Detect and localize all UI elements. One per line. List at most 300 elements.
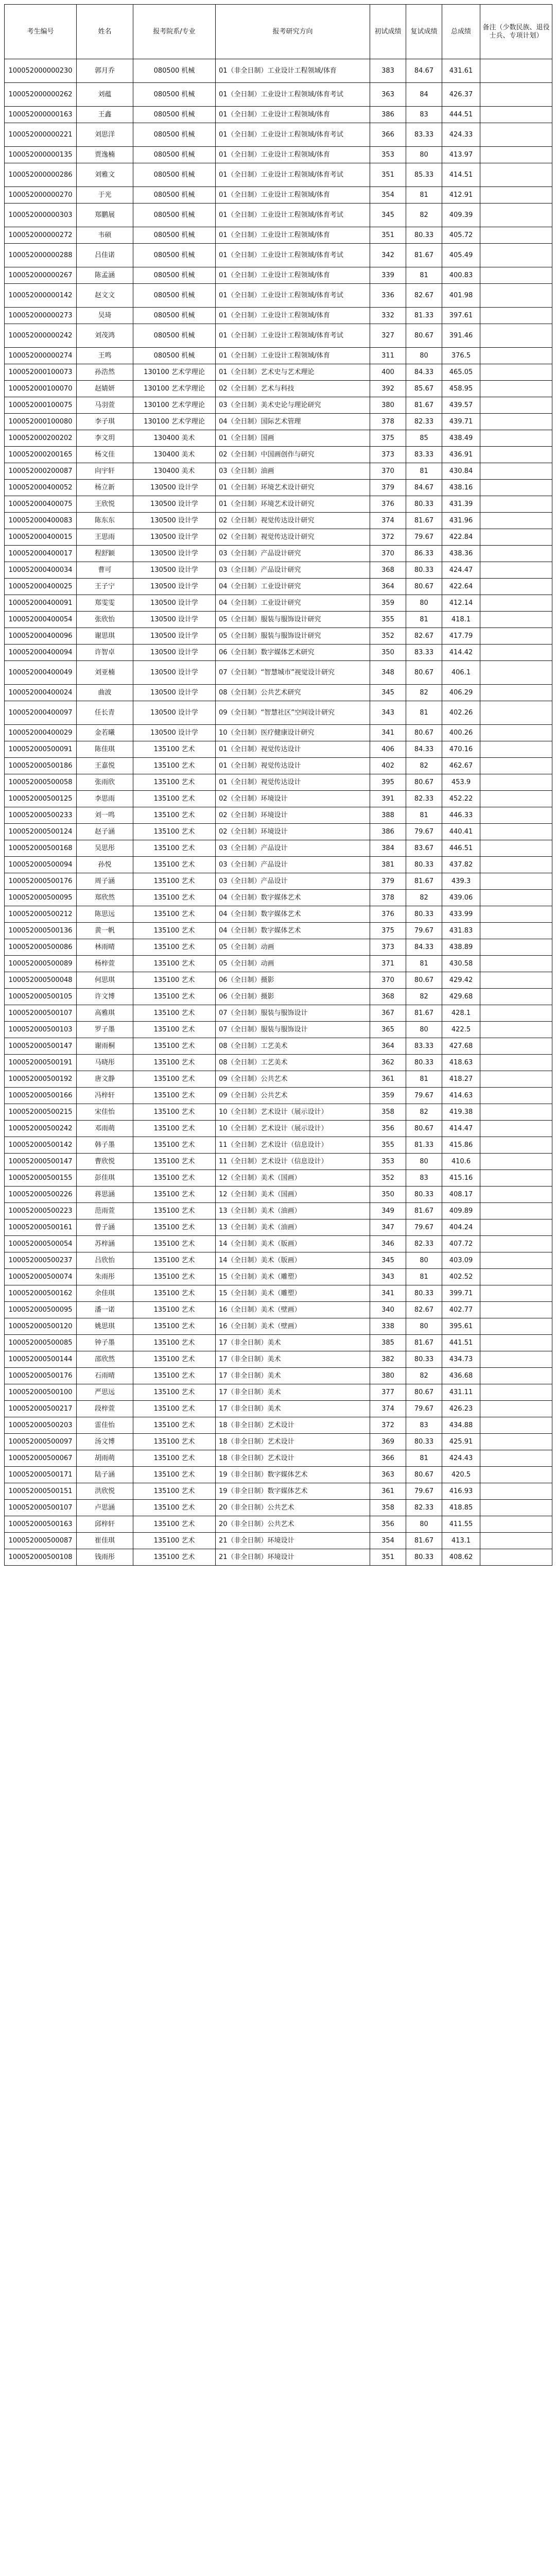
cell-remarks <box>480 480 552 496</box>
cell-retest-score: 83 <box>406 1170 442 1187</box>
cell-major: 135100 艺术 <box>133 1285 216 1302</box>
cell-remarks <box>480 824 552 840</box>
table-row <box>5 1549 552 1566</box>
cell-name: 吕佳诺 <box>77 244 133 267</box>
cell-direction: 01（非全日制）工业设计工程领域/体育 <box>216 59 370 83</box>
cell-direction: 01（全日制）环境艺术设计研究 <box>216 496 370 513</box>
cell-total-score: 434.73 <box>442 1351 480 1368</box>
cell-prelim-score: 369 <box>370 1434 406 1450</box>
cell-name: 吕欣怡 <box>77 1252 133 1269</box>
cell-retest-score: 81.67 <box>406 397 442 414</box>
cell-name: 郑欣然 <box>77 890 133 906</box>
cell-major: 130500 设计学 <box>133 513 216 529</box>
cell-prelim-score: 355 <box>370 1137 406 1154</box>
cell-major: 135100 艺术 <box>133 1351 216 1368</box>
cell-name: 何思琪 <box>77 972 133 989</box>
cell-retest-score: 80.67 <box>406 1467 442 1483</box>
cell-name: 石雨晴 <box>77 1368 133 1384</box>
cell-exam-id: 100052000500100 <box>5 1384 77 1401</box>
cell-exam-id: 100052000400025 <box>5 579 77 595</box>
cell-prelim-score: 361 <box>370 1071 406 1088</box>
cell-total-score: 410.6 <box>442 1154 480 1170</box>
cell-total-score: 405.49 <box>442 244 480 267</box>
cell-total-score: 439.06 <box>442 890 480 906</box>
cell-prelim-score: 372 <box>370 1417 406 1434</box>
table-row <box>5 513 552 529</box>
cell-retest-score: 81.67 <box>406 1203 442 1219</box>
cell-remarks <box>480 381 552 397</box>
cell-remarks <box>480 661 552 685</box>
table-row <box>5 685 552 701</box>
cell-direction: 11（全日制）艺术设计（信息设计） <box>216 1154 370 1170</box>
cell-remarks <box>480 1252 552 1269</box>
cell-direction: 17（非全日制）美术 <box>216 1368 370 1384</box>
cell-major: 080500 机械 <box>133 308 216 324</box>
cell-exam-id: 100052000400049 <box>5 661 77 685</box>
cell-total-score: 428.1 <box>442 1005 480 1022</box>
cell-direction: 18（非全日制）艺术设计 <box>216 1450 370 1467</box>
table-row <box>5 1384 552 1401</box>
cell-remarks <box>480 1467 552 1483</box>
cell-retest-score: 83.33 <box>406 1038 442 1055</box>
cell-direction: 18（非全日制）艺术设计 <box>216 1417 370 1434</box>
cell-remarks <box>480 989 552 1005</box>
cell-name: 张雨欣 <box>77 774 133 791</box>
cell-direction: 01（全日制）国画 <box>216 430 370 447</box>
cell-direction: 14（全日制）美术（版画） <box>216 1236 370 1252</box>
cell-remarks <box>480 1071 552 1088</box>
cell-total-score: 412.91 <box>442 187 480 204</box>
cell-name: 李思雨 <box>77 791 133 807</box>
cell-direction: 01（全日制）工业设计工程领域/体育 <box>216 267 370 284</box>
cell-remarks <box>480 284 552 308</box>
cell-exam-id: 100052000500089 <box>5 956 77 972</box>
cell-name: 王鸣 <box>77 348 133 364</box>
cell-prelim-score: 332 <box>370 308 406 324</box>
table-row <box>5 1022 552 1038</box>
header-total-score: 总成绩 <box>442 5 480 59</box>
cell-remarks <box>480 1549 552 1566</box>
cell-name: 杨文佳 <box>77 447 133 463</box>
cell-prelim-score: 351 <box>370 227 406 244</box>
cell-remarks <box>480 1434 552 1450</box>
cell-exam-id: 100052000500166 <box>5 1088 77 1104</box>
cell-prelim-score: 395 <box>370 774 406 791</box>
cell-direction: 03（全日制）油画 <box>216 463 370 480</box>
cell-major: 135100 艺术 <box>133 1368 216 1384</box>
cell-remarks <box>480 628 552 645</box>
table-row <box>5 267 552 284</box>
cell-exam-id: 100052000500168 <box>5 840 77 857</box>
table-row <box>5 645 552 661</box>
cell-direction: 04（全日制）国际艺术管理 <box>216 414 370 430</box>
cell-remarks <box>480 59 552 83</box>
cell-exam-id: 100052000500171 <box>5 1467 77 1483</box>
table-row <box>5 244 552 267</box>
cell-remarks <box>480 430 552 447</box>
cell-total-score: 438.89 <box>442 939 480 956</box>
table-row <box>5 463 552 480</box>
cell-total-score: 430.58 <box>442 956 480 972</box>
cell-total-score: 439.57 <box>442 397 480 414</box>
cell-total-score: 429.42 <box>442 972 480 989</box>
cell-total-score: 418.1 <box>442 612 480 628</box>
cell-total-score: 413.1 <box>442 1533 480 1549</box>
cell-remarks <box>480 906 552 923</box>
cell-major: 135100 艺术 <box>133 1269 216 1285</box>
cell-direction: 04（全日制）数字媒体艺术 <box>216 923 370 939</box>
cell-remarks <box>480 1500 552 1516</box>
cell-prelim-score: 386 <box>370 107 406 123</box>
cell-total-score: 400.26 <box>442 725 480 741</box>
cell-major: 130500 设计学 <box>133 661 216 685</box>
cell-exam-id: 100052000400034 <box>5 562 77 579</box>
cell-remarks <box>480 1351 552 1368</box>
cell-prelim-score: 375 <box>370 430 406 447</box>
cell-retest-score: 84.33 <box>406 364 442 381</box>
cell-major: 135100 艺术 <box>133 906 216 923</box>
cell-name: 刘蕴 <box>77 83 133 107</box>
cell-exam-id: 100052000400052 <box>5 480 77 496</box>
cell-name: 严思远 <box>77 1384 133 1401</box>
cell-prelim-score: 356 <box>370 1121 406 1137</box>
cell-exam-id: 100052000500155 <box>5 1170 77 1187</box>
cell-name: 宋佳怡 <box>77 1104 133 1121</box>
cell-exam-id: 100052000500097 <box>5 1434 77 1450</box>
cell-direction: 01（全日制）工业设计工程领域/体育考试 <box>216 284 370 308</box>
cell-prelim-score: 374 <box>370 513 406 529</box>
cell-major: 080500 机械 <box>133 244 216 267</box>
cell-name: 郑鹏展 <box>77 204 133 227</box>
cell-major: 130500 设计学 <box>133 701 216 725</box>
cell-name: 孙浩然 <box>77 364 133 381</box>
cell-name: 王欣悦 <box>77 496 133 513</box>
cell-prelim-score: 349 <box>370 1203 406 1219</box>
cell-retest-score: 82 <box>406 758 442 774</box>
cell-remarks <box>480 267 552 284</box>
cell-major: 135100 艺术 <box>133 1335 216 1351</box>
cell-exam-id: 100052000400017 <box>5 546 77 562</box>
cell-exam-id: 100052000000242 <box>5 324 77 348</box>
cell-total-score: 462.67 <box>442 758 480 774</box>
cell-total-score: 444.51 <box>442 107 480 123</box>
table-row <box>5 348 552 364</box>
cell-prelim-score: 347 <box>370 1219 406 1236</box>
cell-remarks <box>480 1384 552 1401</box>
cell-retest-score: 79.67 <box>406 529 442 546</box>
table-row <box>5 741 552 758</box>
cell-remarks <box>480 244 552 267</box>
cell-major: 130500 设计学 <box>133 595 216 612</box>
cell-prelim-score: 372 <box>370 529 406 546</box>
cell-major: 135100 艺术 <box>133 1252 216 1269</box>
cell-name: 陈佳琪 <box>77 741 133 758</box>
cell-direction: 03（全日制）产品设计 <box>216 873 370 890</box>
cell-exam-id: 100052000400083 <box>5 513 77 529</box>
cell-prelim-score: 380 <box>370 1368 406 1384</box>
cell-retest-score: 82.33 <box>406 791 442 807</box>
cell-direction: 03（全日制）产品设计 <box>216 857 370 873</box>
cell-remarks <box>480 890 552 906</box>
cell-direction: 16（全日制）美术（壁画） <box>216 1302 370 1318</box>
cell-total-score: 426.37 <box>442 83 480 107</box>
cell-prelim-score: 386 <box>370 824 406 840</box>
cell-name: 陈思远 <box>77 906 133 923</box>
cell-name: 韩子墨 <box>77 1137 133 1154</box>
cell-retest-score: 80.33 <box>406 1549 442 1566</box>
cell-retest-score: 81.67 <box>406 1335 442 1351</box>
cell-direction: 17（非全日制）美术 <box>216 1401 370 1417</box>
cell-major: 135100 艺术 <box>133 1384 216 1401</box>
cell-name: 卢思涵 <box>77 1500 133 1516</box>
cell-exam-id: 100052000500091 <box>5 741 77 758</box>
table-row <box>5 1302 552 1318</box>
cell-retest-score: 84 <box>406 83 442 107</box>
cell-major: 135100 艺术 <box>133 1071 216 1088</box>
table-row <box>5 414 552 430</box>
cell-name: 胡雨萌 <box>77 1450 133 1467</box>
cell-direction: 04（全日制）数字媒体艺术 <box>216 906 370 923</box>
table-row <box>5 1121 552 1137</box>
cell-remarks <box>480 348 552 364</box>
cell-total-score: 431.83 <box>442 923 480 939</box>
cell-name: 郭月乔 <box>77 59 133 83</box>
cell-prelim-score: 368 <box>370 562 406 579</box>
cell-exam-id: 100052000400094 <box>5 645 77 661</box>
cell-prelim-score: 366 <box>370 1450 406 1467</box>
cell-direction: 05（全日制）服装与服饰设计研究 <box>216 628 370 645</box>
cell-exam-id: 100052000100075 <box>5 397 77 414</box>
cell-direction: 06（全日制）数字媒体艺术研究 <box>216 645 370 661</box>
cell-name: 邱梓轩 <box>77 1516 133 1533</box>
cell-prelim-score: 368 <box>370 989 406 1005</box>
cell-name: 吴思彤 <box>77 840 133 857</box>
cell-prelim-score: 376 <box>370 496 406 513</box>
cell-exam-id: 100052000500161 <box>5 1219 77 1236</box>
cell-major: 080500 机械 <box>133 163 216 187</box>
cell-direction: 13（全日制）美术（油画） <box>216 1203 370 1219</box>
cell-retest-score: 79.67 <box>406 1088 442 1104</box>
cell-exam-id: 100052000400015 <box>5 529 77 546</box>
cell-retest-score: 81.33 <box>406 308 442 324</box>
table-row <box>5 1401 552 1417</box>
cell-remarks <box>480 1104 552 1121</box>
cell-direction: 21（非全日制）环境设计 <box>216 1533 370 1549</box>
cell-direction: 01（全日制）艺术史与艺术理论 <box>216 364 370 381</box>
cell-exam-id: 100052000500085 <box>5 1335 77 1351</box>
cell-name: 段梓萱 <box>77 1401 133 1417</box>
cell-name: 崔佳琪 <box>77 1533 133 1549</box>
cell-retest-score: 82.33 <box>406 414 442 430</box>
cell-exam-id: 100052000400024 <box>5 685 77 701</box>
cell-exam-id: 100052000000272 <box>5 227 77 244</box>
cell-direction: 01（全日制）工业设计工程领域/体育考试 <box>216 204 370 227</box>
cell-retest-score: 80.33 <box>406 1285 442 1302</box>
cell-name: 许文博 <box>77 989 133 1005</box>
cell-prelim-score: 343 <box>370 701 406 725</box>
cell-total-score: 411.55 <box>442 1516 480 1533</box>
cell-retest-score: 80 <box>406 1022 442 1038</box>
cell-major: 135100 艺术 <box>133 923 216 939</box>
cell-remarks <box>480 1137 552 1154</box>
cell-name: 贾逸楠 <box>77 147 133 163</box>
cell-name: 潘一诺 <box>77 1302 133 1318</box>
cell-total-score: 402.26 <box>442 701 480 725</box>
cell-prelim-score: 385 <box>370 1335 406 1351</box>
cell-exam-id: 100052000000288 <box>5 244 77 267</box>
cell-name: 唐文静 <box>77 1071 133 1088</box>
cell-total-score: 402.52 <box>442 1269 480 1285</box>
cell-prelim-score: 345 <box>370 1252 406 1269</box>
table-row <box>5 989 552 1005</box>
cell-exam-id: 100052000500125 <box>5 791 77 807</box>
cell-major: 080500 机械 <box>133 187 216 204</box>
cell-remarks <box>480 1335 552 1351</box>
table-row <box>5 1187 552 1203</box>
cell-retest-score: 81 <box>406 463 442 480</box>
table-row <box>5 1417 552 1434</box>
cell-exam-id: 100052000500058 <box>5 774 77 791</box>
cell-direction: 02（全日制）环境设计 <box>216 824 370 840</box>
cell-retest-score: 80 <box>406 1318 442 1335</box>
cell-remarks <box>480 562 552 579</box>
cell-remarks <box>480 612 552 628</box>
cell-remarks <box>480 857 552 873</box>
cell-prelim-score: 402 <box>370 758 406 774</box>
cell-direction: 03（全日制）产品设计 <box>216 840 370 857</box>
cell-total-score: 437.82 <box>442 857 480 873</box>
cell-exam-id: 100052000200202 <box>5 430 77 447</box>
cell-remarks <box>480 1269 552 1285</box>
cell-exam-id: 100052000500124 <box>5 824 77 840</box>
table-row <box>5 873 552 890</box>
cell-prelim-score: 350 <box>370 645 406 661</box>
table-row <box>5 890 552 906</box>
cell-retest-score: 83.33 <box>406 645 442 661</box>
cell-retest-score: 81.67 <box>406 1005 442 1022</box>
cell-name: 陈孟涵 <box>77 267 133 284</box>
cell-retest-score: 81 <box>406 187 442 204</box>
cell-prelim-score: 392 <box>370 381 406 397</box>
cell-prelim-score: 358 <box>370 1500 406 1516</box>
cell-name: 张欣怡 <box>77 612 133 628</box>
cell-remarks <box>480 163 552 187</box>
table-row <box>5 496 552 513</box>
cell-remarks <box>480 595 552 612</box>
table-row <box>5 1318 552 1335</box>
cell-name: 马羽萱 <box>77 397 133 414</box>
cell-remarks <box>480 1533 552 1549</box>
cell-remarks <box>480 1219 552 1236</box>
cell-prelim-score: 380 <box>370 397 406 414</box>
table-row <box>5 956 552 972</box>
cell-total-score: 416.93 <box>442 1483 480 1500</box>
cell-retest-score: 80.33 <box>406 562 442 579</box>
cell-retest-score: 80.67 <box>406 1121 442 1137</box>
cell-prelim-score: 353 <box>370 1154 406 1170</box>
cell-prelim-score: 379 <box>370 480 406 496</box>
cell-exam-id: 100052000200087 <box>5 463 77 480</box>
table-row <box>5 529 552 546</box>
cell-total-score: 391.46 <box>442 324 480 348</box>
table-row <box>5 774 552 791</box>
cell-remarks <box>480 1005 552 1022</box>
table-row <box>5 840 552 857</box>
cell-total-score: 413.97 <box>442 147 480 163</box>
cell-total-score: 438.16 <box>442 480 480 496</box>
cell-exam-id: 100052000000142 <box>5 284 77 308</box>
cell-prelim-score: 363 <box>370 83 406 107</box>
table-row <box>5 923 552 939</box>
cell-exam-id: 100052000500144 <box>5 1351 77 1368</box>
cell-name: 王鑫 <box>77 107 133 123</box>
cell-retest-score: 81 <box>406 612 442 628</box>
cell-prelim-score: 378 <box>370 414 406 430</box>
table-row <box>5 972 552 989</box>
cell-major: 135100 艺术 <box>133 1088 216 1104</box>
cell-exam-id: 100052000500147 <box>5 1154 77 1170</box>
table-row <box>5 480 552 496</box>
cell-retest-score: 81.33 <box>406 1137 442 1154</box>
cell-remarks <box>480 83 552 107</box>
cell-prelim-score: 361 <box>370 1483 406 1500</box>
cell-total-score: 414.51 <box>442 163 480 187</box>
admission-list-page <box>4 4 552 1566</box>
cell-major: 135100 艺术 <box>133 873 216 890</box>
cell-exam-id: 100052000000221 <box>5 123 77 147</box>
cell-major: 130100 艺术学理论 <box>133 381 216 397</box>
cell-name: 郑雯雯 <box>77 595 133 612</box>
cell-prelim-score: 370 <box>370 972 406 989</box>
cell-name: 李子琪 <box>77 414 133 430</box>
table-row <box>5 1005 552 1022</box>
table-row <box>5 163 552 187</box>
cell-direction: 07（全日制）“智慧城市”视觉设计研究 <box>216 661 370 685</box>
cell-remarks <box>480 645 552 661</box>
cell-name: 谢思琪 <box>77 628 133 645</box>
table-row <box>5 906 552 923</box>
cell-name: 余佳琪 <box>77 1285 133 1302</box>
cell-total-score: 441.51 <box>442 1335 480 1351</box>
cell-prelim-score: 381 <box>370 857 406 873</box>
cell-remarks <box>480 204 552 227</box>
cell-direction: 20（非全日制）公共艺术 <box>216 1500 370 1516</box>
cell-major: 135100 艺术 <box>133 1170 216 1187</box>
cell-retest-score: 80 <box>406 1154 442 1170</box>
table-row <box>5 381 552 397</box>
cell-prelim-score: 365 <box>370 1022 406 1038</box>
cell-prelim-score: 388 <box>370 807 406 824</box>
cell-total-score: 419.38 <box>442 1104 480 1121</box>
cell-direction: 09（全日制）公共艺术 <box>216 1088 370 1104</box>
cell-total-score: 415.16 <box>442 1170 480 1187</box>
cell-total-score: 422.64 <box>442 579 480 595</box>
cell-exam-id: 100052000500120 <box>5 1318 77 1335</box>
cell-prelim-score: 359 <box>370 1088 406 1104</box>
cell-total-score: 433.99 <box>442 906 480 923</box>
cell-retest-score: 80.33 <box>406 1055 442 1071</box>
cell-total-score: 465.05 <box>442 364 480 381</box>
cell-remarks <box>480 513 552 529</box>
cell-retest-score: 84.33 <box>406 939 442 956</box>
cell-total-score: 470.16 <box>442 741 480 758</box>
table-row <box>5 1335 552 1351</box>
cell-retest-score: 80 <box>406 1252 442 1269</box>
header-row <box>5 5 552 59</box>
cell-direction: 09（全日制）公共艺术 <box>216 1071 370 1088</box>
cell-exam-id: 100052000500094 <box>5 857 77 873</box>
cell-direction: 08（全日制）公共艺术研究 <box>216 685 370 701</box>
